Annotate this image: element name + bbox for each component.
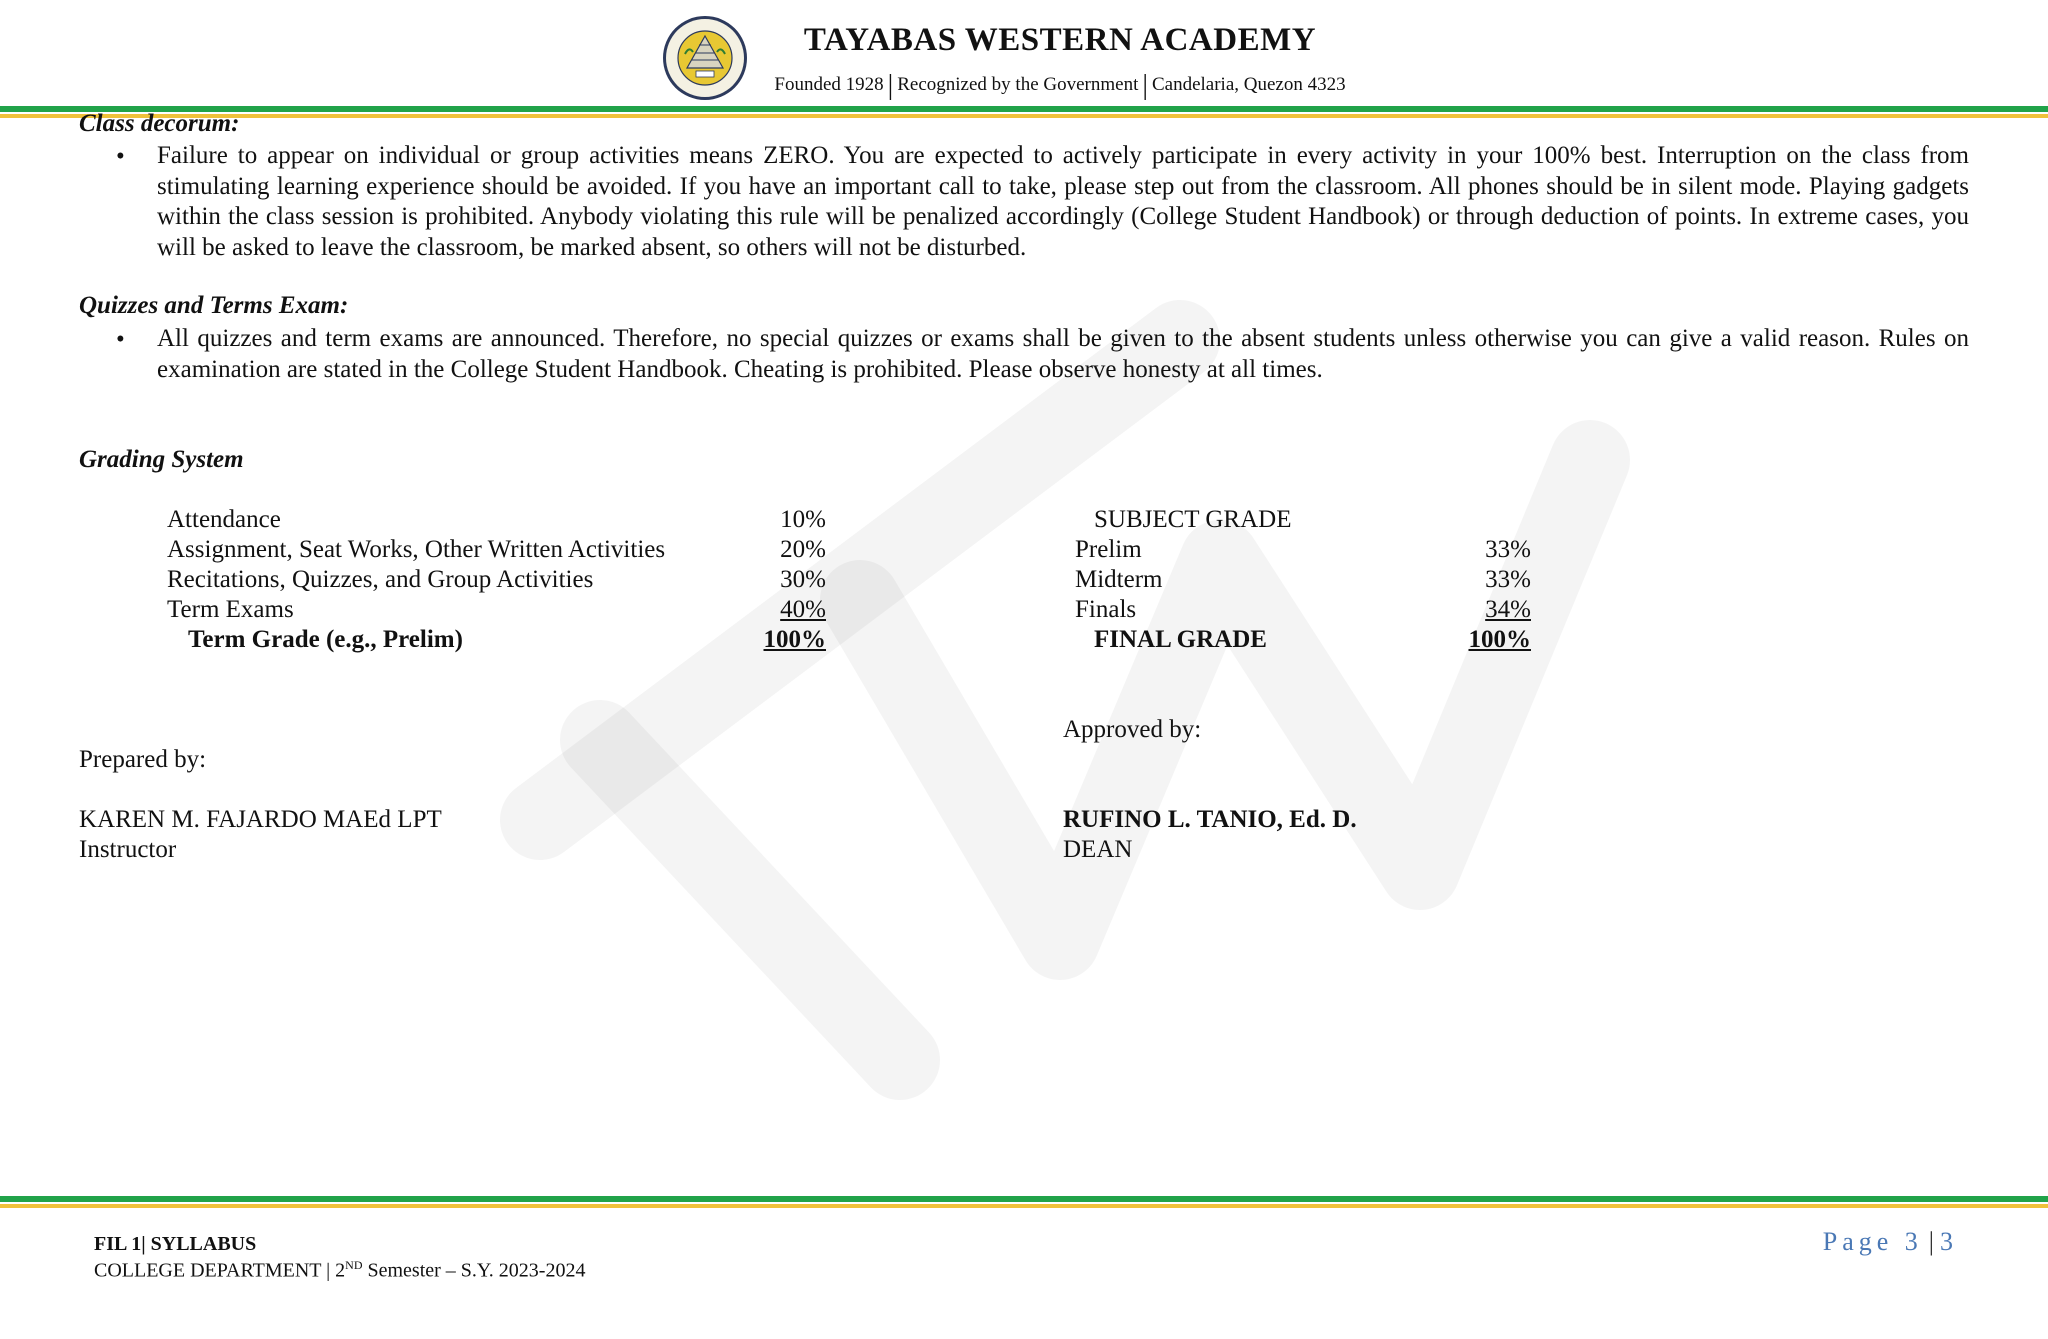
subject-item-value: 33%: [1485, 536, 1531, 563]
page-total: 3: [1940, 1227, 1958, 1256]
grading-heading: Grading System: [79, 446, 244, 473]
class-decorum-heading: Class decorum:: [79, 110, 240, 137]
term-item-label: Recitations, Quizzes, and Group Activities: [167, 566, 594, 593]
term-item-label: Term Exams: [167, 596, 294, 623]
subject-item-label: Prelim: [1075, 536, 1142, 563]
term-item-value: 10%: [780, 506, 826, 533]
term-total-value: 100%: [763, 626, 826, 653]
divider: |: [1928, 1227, 1934, 1256]
class-decorum-text: Failure to appear on individual or group activities means ZERO. You are expected to actively participate in every activity in your 100% best. Interruption on the class from stimulating learning experience should be avoided. If you have an important call to take, please step out from the classroom. All phones should be in silent mode. Playing gadgets within the class session is prohibited. Anybody violating this rule will be penalized accordingly (College Student Handbook) or through deduction of points. In extreme cases, you will be asked to leave the classroom, be marked absent, so others will not be disturbed.: [157, 142, 1969, 261]
school-subtitle: [740, 66, 1380, 101]
subject-item-value: 33%: [1485, 566, 1531, 593]
header-rule-green: [0, 106, 2048, 112]
final-grade-label: FINAL GRADE: [1094, 626, 1267, 653]
final-grade-value: 100%: [1468, 626, 1531, 653]
recognized-text: Recognized by the Government: [897, 74, 1139, 95]
footer-rule-yellow: [0, 1204, 2048, 1208]
location-text: Candelaria, Quezon 4323: [1151, 74, 1346, 95]
bullet-icon: •: [116, 143, 125, 170]
school-seal-logo: [661, 14, 749, 102]
header-rule-yellow: [0, 114, 2048, 118]
term-item-value: 30%: [780, 566, 826, 593]
course-code: FIL 1| SYLLABUS: [94, 1233, 257, 1255]
divider: |: [1142, 70, 1148, 101]
founded-text: Founded 1928: [774, 74, 884, 95]
divider: |: [887, 70, 894, 101]
term-item-label: Assignment, Seat Works, Other Written Activities: [167, 536, 666, 563]
subject-item-label: Midterm: [1075, 566, 1163, 593]
subject-grade-title: SUBJECT GRADE: [1094, 506, 1292, 533]
approved-by-title: DEAN: [1063, 836, 1133, 863]
prepared-by-label: Prepared by:: [79, 746, 207, 773]
footer-rule-green: [0, 1196, 2048, 1202]
dept-text: COLLEGE DEPARTMENT | 2: [94, 1259, 346, 1282]
term-item-value: 40%: [780, 596, 826, 623]
page-current: 3: [1904, 1227, 1923, 1256]
bullet-icon: •: [116, 326, 125, 353]
department-semester: [94, 1258, 585, 1283]
prepared-by-name: KAREN M. FAJARDO MAEd LPT: [79, 806, 442, 833]
term-item-label: Attendance: [167, 506, 281, 533]
term-item-value: 20%: [780, 536, 826, 563]
quizzes-text: All quizzes and term exams are announced. Therefore, no special quizzes or exams shall be given to the absent students unless otherwise you can give a valid reason. Rules on examination are stated in the College Student Handbook. Cheating is prohibited. Please observe honesty at all times.: [157, 325, 1969, 383]
subject-item-label: Finals: [1075, 596, 1137, 623]
quizzes-heading: Quizzes and Terms Exam:: [79, 292, 349, 319]
approved-by-name: RUFINO L. TANIO, Ed. D.: [1063, 806, 1357, 833]
page-number: [1823, 1227, 1958, 1257]
school-name: TAYABAS WESTERN ACADEMY: [803, 22, 1317, 58]
term-total-label: Term Grade (e.g., Prelim): [188, 626, 463, 653]
semester-text: Semester – S.Y. 2023-2024: [362, 1259, 586, 1282]
page-word: Page: [1822, 1227, 1894, 1256]
prepared-by-title: Instructor: [79, 836, 177, 863]
subject-item-value: 34%: [1485, 596, 1531, 623]
approved-by-label: Approved by:: [1063, 716, 1202, 743]
ordinal-suffix: ND: [345, 1258, 363, 1272]
